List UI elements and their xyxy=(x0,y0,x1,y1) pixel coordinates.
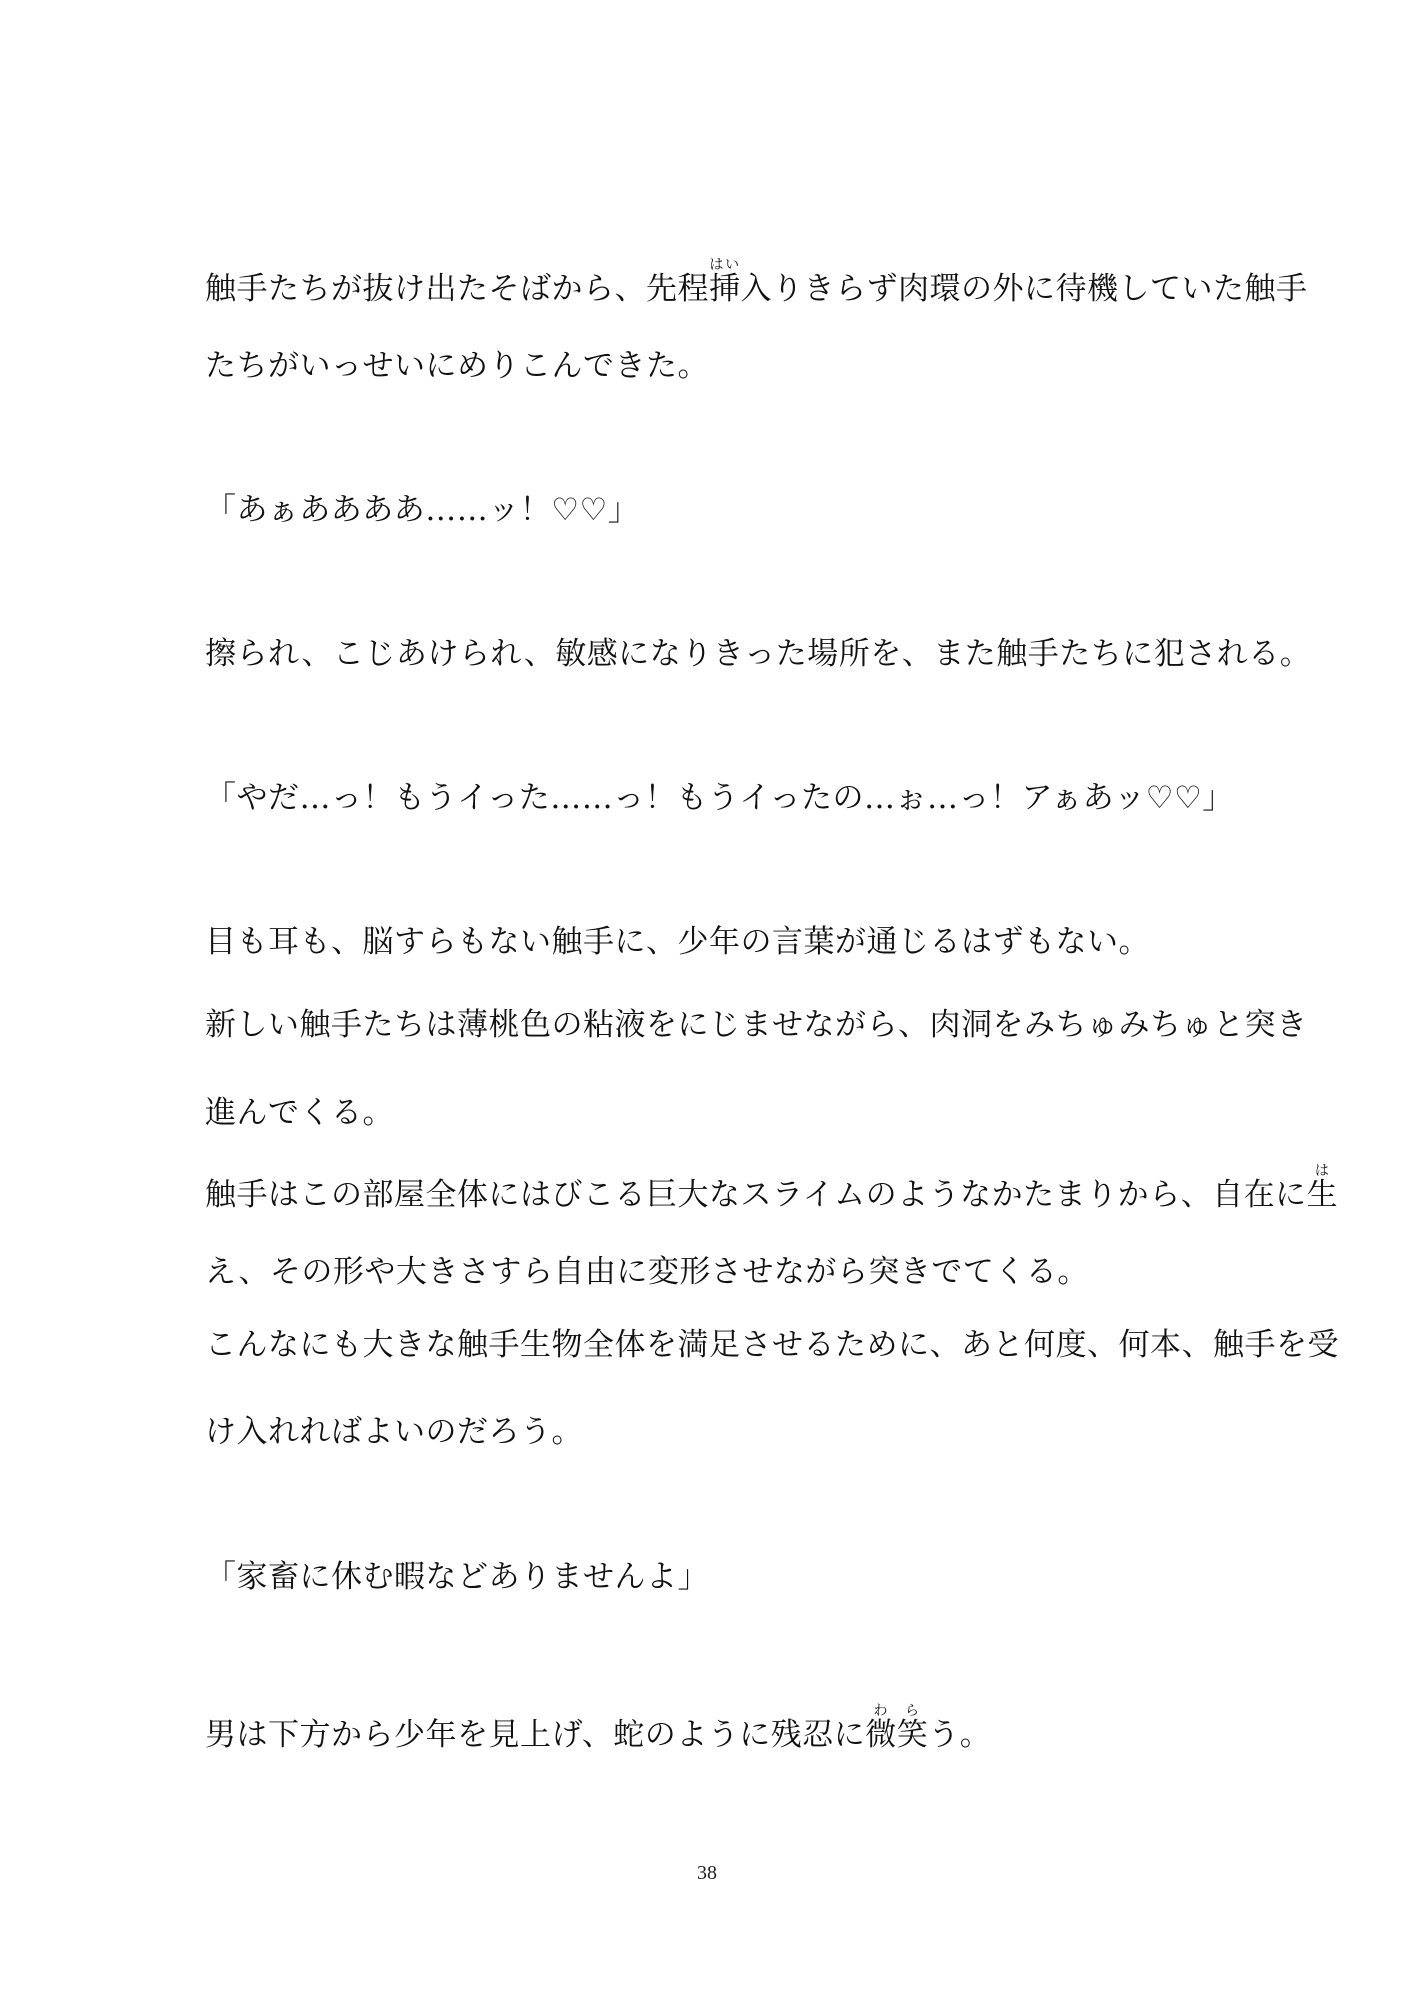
ruby-annotation: 生は xyxy=(1306,1163,1339,1213)
text-line: 進んでくる。 xyxy=(205,1095,394,1131)
ruby-annotation: 挿はい xyxy=(709,257,741,307)
text-line: こんなにも大きな触手生物全体を満足させるために、あと何度、何本、触手を受 xyxy=(205,1327,1339,1363)
text-line: 触手はこの部屋全体にはびこる巨大なスライムのようなかたまりから、自在に生は xyxy=(205,1163,1339,1213)
text-line: 新しい触手たちは薄桃色の粘液をにじませながら、肉洞をみちゅみちゅと突き xyxy=(205,1007,1308,1043)
dialogue-line: 「やだ…っ！もうイった……っ！もうイったの…ぉ…っ！アぁあッ♡♡」 xyxy=(205,780,1234,816)
text-line: 触手たちが抜け出たそばから、先程挿はい入りきらず肉環の外に待機していた触手 xyxy=(205,257,1308,307)
ruby-annotation: 微笑わら xyxy=(865,1703,929,1753)
text-line: 擦られ、こじあけられ、敏感になりきった場所を、また触手たちに犯される。 xyxy=(205,636,1312,672)
dialogue-line: 「家畜に休む暇などありませんよ」 xyxy=(205,1559,709,1595)
text-line: え、その形や大きさすら自由に変形させながら突きでてくる。 xyxy=(205,1254,1089,1290)
text-line: たちがいっせいにめりこんできた。 xyxy=(205,348,709,384)
dialogue-line: 「あぁああああ……ッ！♡♡」 xyxy=(205,492,640,528)
text-line: 目も耳も、脳すらもない触手に、少年の言葉が通じるはずもない。 xyxy=(205,924,1150,960)
page-number: 38 xyxy=(697,1862,717,1884)
text-line: 男は下方から少年を見上げ、蛇のように残忍に微笑わらう。 xyxy=(205,1703,992,1753)
text-line: け入れればよいのだろう。 xyxy=(205,1414,583,1450)
